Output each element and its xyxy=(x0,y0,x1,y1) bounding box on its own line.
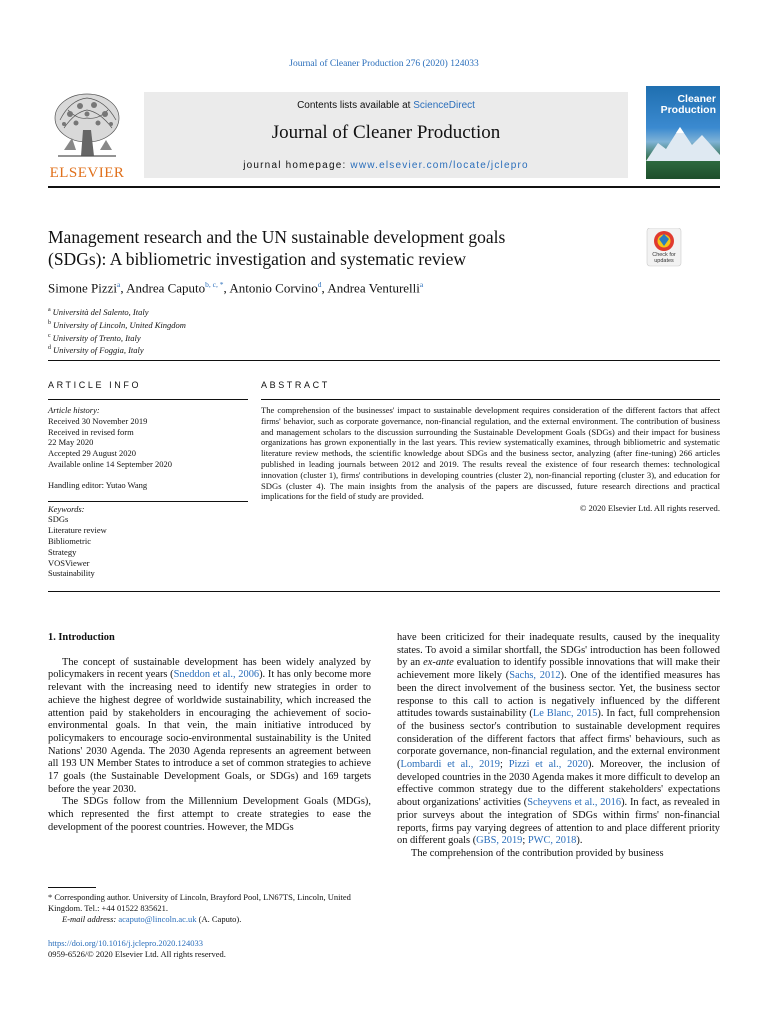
keywords-rule xyxy=(48,501,248,502)
history-item: 22 May 2020 xyxy=(48,437,94,448)
body-paragraph: have been criticized for their inadequate results, caused by the inequality states. To avoid a similar shortfall, the SDGs' introduction has been followed by an ex-ante evaluation to identify possible innovations that will make their achievement more likely (Sachs, 2012). One of the identified measures has been the direct involvement of the business sector. Yet, the business sector response to this call to action is negatively influenced by the different attitudes towards sustainability (Le Blanc, 2015). In fact, full comprehension of the business sector's contribution to sustainable development requires consideration of the different factors that affect firms' behaviours, such as corporate governance, non-financial regulation, and the external environment (Lombardi et al., 2019; Pizzi et al., 2020). Moreover, the inclusion of developed countries in the 2030 Agenda makes it more difficult to develop an effective common strategy due to the different stakeholders' expectations about organizations' activities (Scheyvens et al., 2016). In fact, as revealed in prior surveys about the integration of SDGs within firms' non-financial reports, firms pay varying degrees of attention to and place different priority on different goals (GBS, 2019; PWC, 2018). xyxy=(397,632,720,847)
author-name[interactable]: Andrea Caputo xyxy=(126,280,206,296)
citation-link[interactable]: Lombardi et al., 2019 xyxy=(400,759,500,771)
keyword: VOSViewer xyxy=(48,557,90,568)
author-affil-marker[interactable]: d xyxy=(317,280,322,289)
abstract-heading-rule xyxy=(261,399,720,400)
affiliation-item: $^c$ University of Trento, Italy xyxy=(48,332,141,343)
mountain-icon xyxy=(646,121,720,161)
citation-link[interactable]: Pizzi et al., 2020 xyxy=(508,759,588,771)
handling-editor: Handling editor: Yutao Wang xyxy=(48,479,148,490)
elsevier-logo[interactable] xyxy=(48,86,126,182)
email-link[interactable]: acaputo@lincoln.ac.uk xyxy=(118,913,197,924)
citation-link[interactable]: Sneddon et al., 2006 xyxy=(173,669,260,681)
journal-banner xyxy=(144,92,628,178)
history-item: Accepted 29 August 2020 xyxy=(48,448,137,459)
author-affil-marker[interactable]: a xyxy=(419,280,424,289)
cover-title: Cleaner Production xyxy=(660,93,716,116)
body-column-right xyxy=(397,632,720,861)
affiliation-list xyxy=(48,305,186,356)
journal-citation[interactable]: Journal of Cleaner Production 276 (2020) 124033 xyxy=(289,59,479,69)
crossmark-label[interactable]: Check for updates xyxy=(652,252,676,264)
history-label: Article history: xyxy=(48,405,100,415)
abstract xyxy=(261,405,720,514)
keywords-label: Keywords: xyxy=(48,503,85,514)
article-info-heading: ARTICLE INFO xyxy=(48,380,142,390)
citation-link[interactable]: Sachs, 2012 xyxy=(509,670,561,682)
issn-line: 0959-6526/© 2020 Elsevier Ltd. All rights reserved. xyxy=(48,948,226,959)
abstract-divider xyxy=(48,591,720,592)
doi-link[interactable]: https://doi.org/10.1016/j.jclepro.2020.124033 xyxy=(48,938,203,948)
masthead xyxy=(48,86,720,182)
body-paragraph: The concept of sustainable development has been widely analyzed by policymakers in recent years (Sneddon et al., 2006). It has only become more relevant with the increasing need to identify new strategies in order to achieve the highest degree of worldwide sustainability, which increased the attention paid by stakeholders in encouraging the achievement of socio-environmental goals. In that vein, the main initiative introduced by policymakers to encourage socio-environmental sustainability is the United Nations' 2030 Agenda. The 2030 Agenda represents an agreement between all 193 UN Member States to introduce a set of common strategies to achieve 17 goals (the Sustainable Development Goals, or SDGs) and 169 targets before the year 2030. xyxy=(48,656,371,795)
elsevier-tree-icon xyxy=(50,90,124,164)
email-line: E-mail address: acaputo@lincoln.ac.uk (A. Caputo). xyxy=(62,913,242,924)
history-item: Received in revised form xyxy=(48,426,134,437)
affiliation-item: $^b$ University of Lincoln, United Kingdom xyxy=(48,319,186,330)
body-column-left xyxy=(48,632,371,835)
citation-link[interactable]: PWC, 2018 xyxy=(527,835,577,847)
author-name[interactable]: Simone Pizzi xyxy=(48,280,117,296)
author-list: Simone Pizzi$^a$, Andrea Caputo$^{b, c, *}$, Antonio Corvino$^d$, Andrea Venturelli$^a$ xyxy=(48,280,424,296)
homepage-line xyxy=(144,160,628,171)
article-title: Management research and the UN sustainable development goals (SDGs): A bibliometric investigation and systematic review xyxy=(48,227,506,269)
history-item: Available online 14 September 2020 xyxy=(48,458,173,469)
author-affil-marker[interactable]: b, c, * xyxy=(205,280,224,289)
journal-name: Journal of Cleaner Production xyxy=(271,122,501,143)
abstract-text: The comprehension of the businesses' impact to sustainable development requires consideration of the different factors that affect firms' behavior, such as corporate governance, non-financial regulation, and the external environment. The contribution of business and management scholars to the discussion surrounding the Sustainable Development Goals (SDGs) and their impact for business organizations has grown exponentially in the last years. This review systematically examines, through bibliometric and systematic literature review methods, the scientific knowledge about SDGs and the business sector, analyzing (after fine-tuning) 266 articles published in leading journals between 2012 and 2019. The results reveal the existence of four research themes: technological innovation (cluster 1), firms' contributions in developing countries (cluster 2), non-financial reporting (cluster 3), and education for SDGs (cluster 4). The main insights from the analysis of the papers are discussed, future research directions and practical implications for the field of study are provided. xyxy=(261,405,720,502)
sciencedirect-link[interactable]: ScienceDirect xyxy=(413,100,475,111)
masthead-divider xyxy=(48,186,720,188)
abstract-heading: ABSTRACT xyxy=(261,380,330,390)
footnote xyxy=(48,892,371,924)
keyword: Bibliometric xyxy=(48,535,91,546)
citation-link[interactable]: Scheyvens et al., 2016 xyxy=(527,797,622,809)
body-paragraph: The SDGs follow from the Millennium Development Goals (MDGs), which represented the first attempt to create strategies to ease the development of the poorest countries. However, the MDGs xyxy=(48,796,371,833)
author-affil-marker[interactable]: a xyxy=(116,280,121,289)
citation-link[interactable]: Le Blanc, 2015 xyxy=(532,708,598,720)
article-info xyxy=(48,405,248,579)
copyright-notice: © 2020 Elsevier Ltd. All rights reserved. xyxy=(579,503,720,514)
journal-cover-image[interactable] xyxy=(646,86,720,179)
history-item: Received 30 November 2019 xyxy=(48,415,148,426)
contents-prefix: Contents lists available at xyxy=(297,100,414,111)
body-paragraph: The comprehension of the contribution provided by business xyxy=(411,847,664,859)
keyword: Literature review xyxy=(48,525,107,536)
footnote-rule xyxy=(48,887,96,888)
section-heading: 1. Introduction xyxy=(48,632,115,643)
publisher-name: ELSEVIER xyxy=(49,165,125,181)
keyword: Strategy xyxy=(48,546,77,557)
citation-link[interactable]: GBS, 2019 xyxy=(476,835,523,847)
keyword: SDGs xyxy=(48,514,69,525)
author-name[interactable]: Antonio Corvino xyxy=(229,280,318,296)
header-divider xyxy=(48,360,720,361)
affiliation-item: $^d$ University of Foggia, Italy xyxy=(48,345,144,356)
author-name[interactable]: Andrea Venturelli xyxy=(327,280,420,296)
contents-line xyxy=(144,100,628,111)
info-heading-rule xyxy=(48,399,248,400)
doi-block xyxy=(48,938,226,960)
corresponding-author-note: * Corresponding author. University of Lincoln, Brayford Pool, LN67TS, Lincoln, United Kingdom. Tel.: +44 01522 835621. xyxy=(48,892,351,913)
homepage-prefix: journal homepage: xyxy=(243,160,351,171)
homepage-link[interactable]: www.elsevier.com/locate/jclepro xyxy=(350,160,529,171)
affiliation-item: $^a$ Università del Salento, Italy xyxy=(48,306,149,317)
keyword: Sustainability xyxy=(48,568,95,579)
